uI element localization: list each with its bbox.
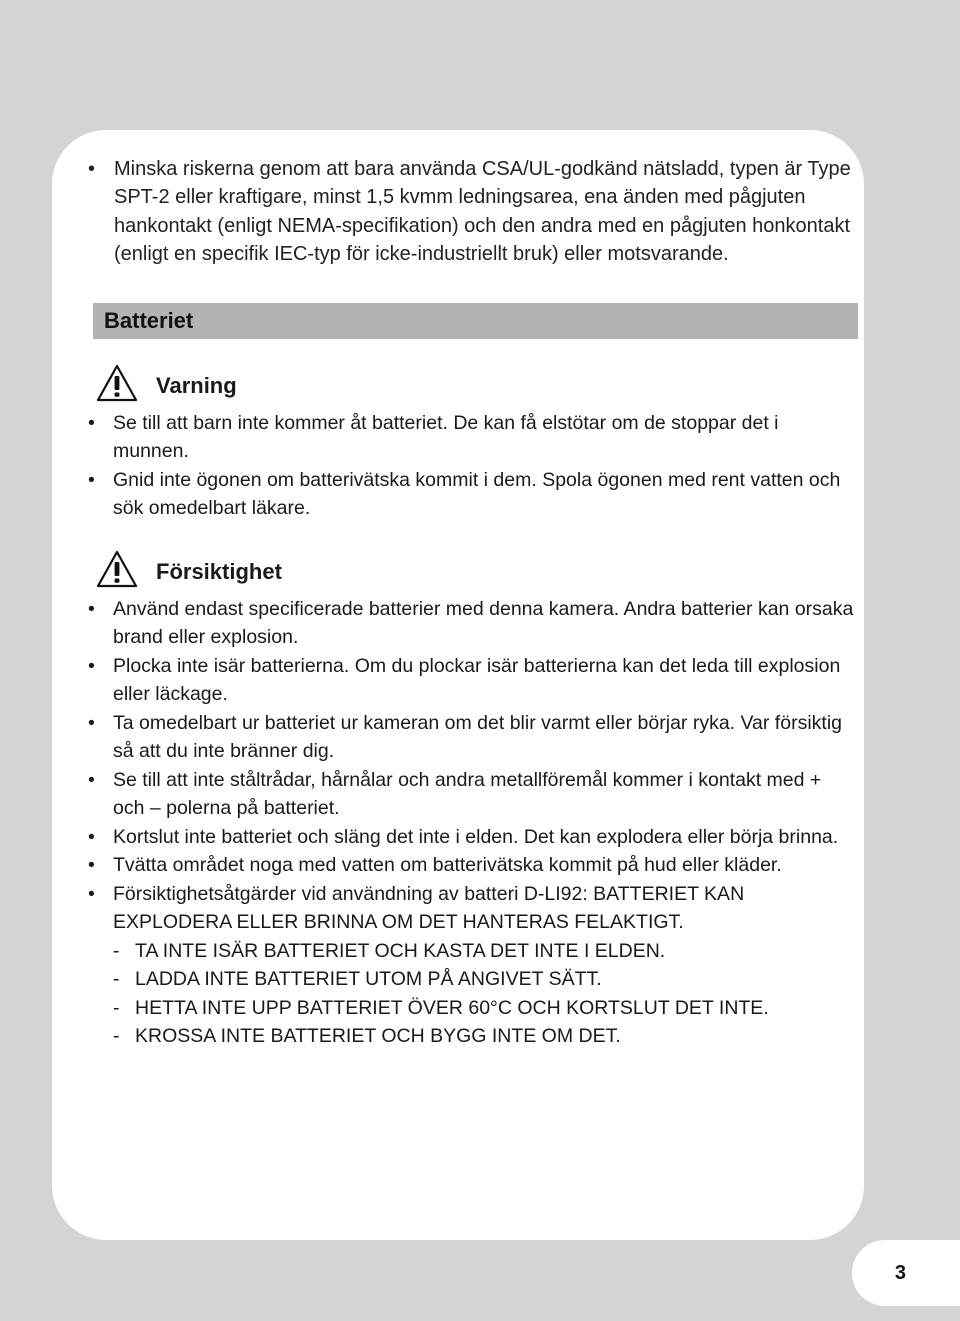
bullet-marker: •: [88, 882, 95, 905]
bullet-marker: •: [88, 654, 95, 677]
sub-list-item: [113, 965, 858, 994]
bullet-marker: •: [88, 854, 95, 877]
section-header: Batteriet: [93, 303, 858, 339]
sub-list-item-text: LADDA INTE BATTERIET UTOM PÅ ANGIVET SÄTT.: [135, 968, 602, 991]
list-item: [88, 766, 858, 823]
warning-title: Varning: [156, 372, 237, 398]
battery-precaution-sublist: [113, 937, 858, 1051]
list-item-text: Kortslut inte batteriet och släng det inte i elden. Det kan explodera eller börja brinna.: [113, 825, 839, 848]
bullet-marker: •: [88, 711, 95, 734]
sub-list-item-text: KROSSA INTE BATTERIET OCH BYGG INTE OM DET.: [135, 1025, 621, 1048]
warning-triangle-icon: [96, 364, 138, 402]
list-item-text: Använd endast specificerade batterier med denna kamera. Andra batterier kan orsaka brand eller explosion.: [113, 597, 854, 649]
bullet-marker: •: [88, 468, 95, 491]
list-item: [88, 652, 858, 709]
bullet-marker: •: [88, 158, 96, 180]
page-number-tab: [852, 1240, 960, 1306]
list-item: [88, 823, 858, 852]
list-item: [88, 595, 858, 652]
warning-list: [88, 409, 858, 523]
intro-list: [88, 155, 858, 269]
bullet-marker: •: [88, 597, 95, 620]
bullet-marker: •: [88, 768, 95, 791]
sub-list-item-text: TA INTE ISÄR BATTERIET OCH KASTA DET INTE I ELDEN.: [135, 939, 666, 962]
dash-marker: -: [113, 968, 120, 991]
caution-heading: [96, 547, 858, 591]
list-item-text: Se till att inte ståltrådar, hårnålar och andra metallföremål kommer i kontakt med + och – polerna på batteriet.: [113, 768, 822, 820]
sub-list-item: [113, 1022, 858, 1051]
list-item: [88, 466, 858, 523]
caution-list: [88, 595, 858, 1051]
document-content: [88, 155, 858, 1051]
list-item: [88, 851, 858, 880]
bullet-marker: •: [88, 825, 95, 848]
list-item-text: Plocka inte isär batterierna. Om du plockar isär batterierna kan det leda till explosion eller läckage.: [113, 654, 841, 706]
list-item-text: Ta omedelbart ur batteriet ur kameran om det blir varmt eller börjar ryka. Var försiktig så att du inte bränner dig.: [113, 711, 842, 763]
list-item-text: Se till att barn inte kommer åt batteriet. De kan få elstötar om de stoppar det i munnen.: [113, 411, 779, 463]
dash-marker: -: [113, 939, 120, 962]
sub-list-item-text: HETTA INTE UPP BATTERIET ÖVER 60°C OCH KORTSLUT DET INTE.: [135, 996, 769, 1019]
list-item: [88, 880, 858, 1051]
page-number: 3: [894, 1262, 906, 1284]
caution-title: Försiktighet: [156, 558, 282, 584]
list-item: [88, 709, 858, 766]
sub-list-item: [113, 937, 858, 966]
sub-list-item: [113, 994, 858, 1023]
warning-triangle-icon: [96, 550, 138, 588]
dash-marker: -: [113, 1025, 120, 1048]
bullet-marker: •: [88, 411, 95, 434]
list-item-text: Gnid inte ögonen om batterivätska kommit i dem. Spola ögonen med rent vatten och sök omedelbart läkare.: [113, 468, 841, 520]
intro-text: Minska riskerna genom att bara använda CSA/UL-godkänd nätsladd, typen är Type SPT-2 eller kraftigare, minst 1,5 kvmm ledningsarea, ena änden med pågjuten hankontakt (enligt NEMA-specifikation) och den andra med en pågjuten honkontakt (enligt en specifik IEC-typ för icke-industriellt bruk) eller motsvarande.: [114, 158, 851, 266]
list-item: [88, 155, 858, 269]
list-item: [88, 409, 858, 466]
list-item-text: Försiktighetsåtgärder vid användning av batteri D-LI92: BATTERIET KAN EXPLODERA ELLER BRINNA OM DET HANTERAS FELAKTIGT.: [113, 882, 745, 934]
list-item-text: Tvätta området noga med vatten om batterivätska kommit på hud eller kläder.: [113, 854, 782, 877]
dash-marker: -: [113, 996, 120, 1019]
warning-heading: [96, 361, 858, 405]
